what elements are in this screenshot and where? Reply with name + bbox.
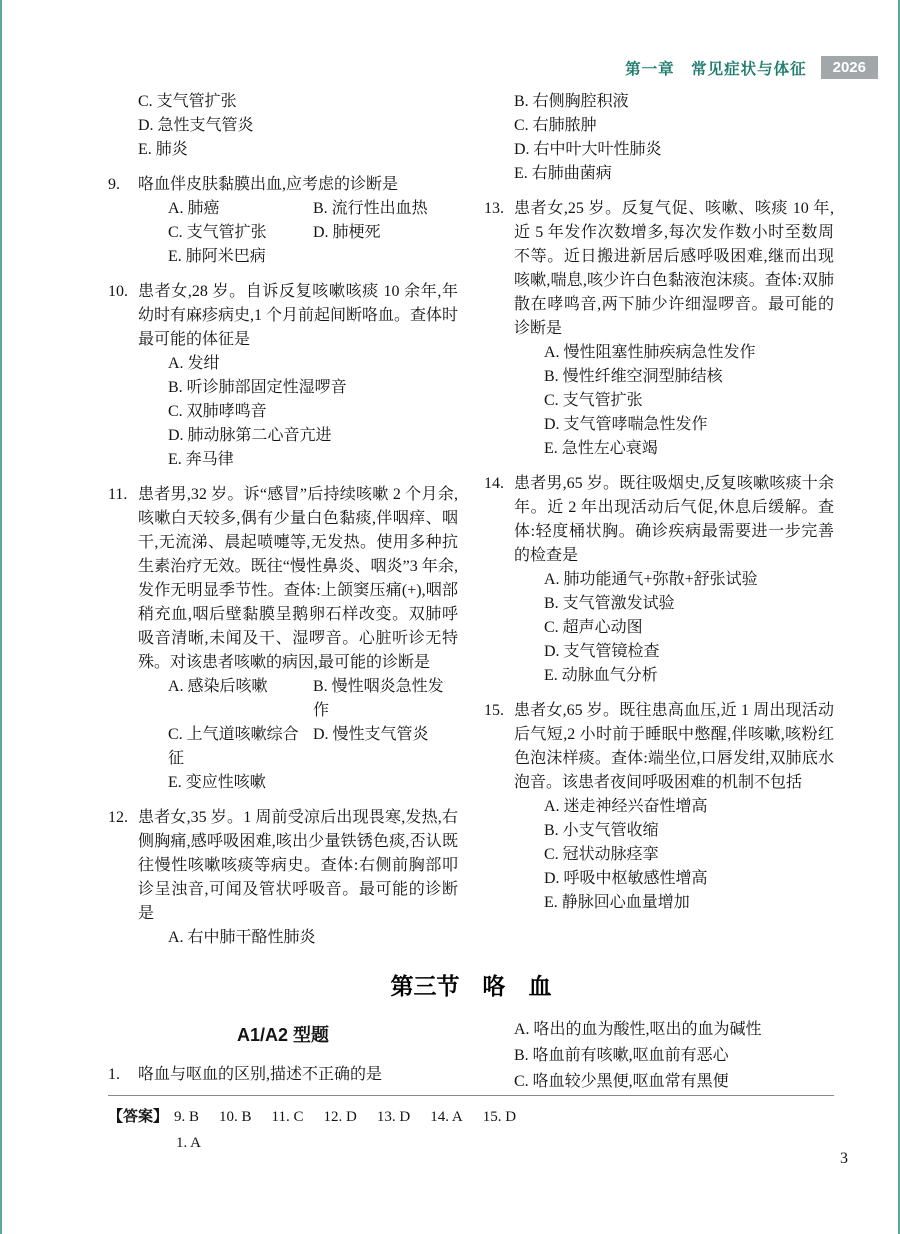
option-line [514,819,834,843]
answer-item: 13. D [376,1109,411,1125]
question-options [138,352,458,472]
option: E. 右肺曲菌病 [514,165,612,182]
question-stem: 患者女,35 岁。1 周前受凉后出现畏寒,发热,右侧胸痛,感呼吸困难,咳出少量铁锈色痰,否认既往慢性咳嗽咳痰等病史。查体:右侧前胸部叩诊呈浊音,可闻及管状呼吸音。最可能的诊断是 [138,809,458,922]
right-column [484,90,834,950]
option: E. 肺炎 [138,141,188,158]
option: B. 慢性纤维空洞型肺结核 [544,368,723,385]
option: C. 双肺哮鸣音 [168,403,267,420]
option-line [514,437,834,461]
option-line [138,221,458,245]
question [108,173,458,269]
option-line [138,675,458,723]
option: D. 急性支气管炎 [138,117,254,134]
option: A. 慢性阻塞性肺疾病急性发作 [544,344,756,361]
page-number: 3 [840,1150,848,1167]
chapter-title: 第一章 常见症状与体征 [625,60,807,78]
section-heading: 第三节 咯 血 [390,973,552,999]
option: B. 咯血前有咳嗽,呕血前有恶心 [514,1047,729,1064]
option: C. 支气管扩张 [138,93,237,110]
question-options [138,675,458,795]
option-line [514,664,834,688]
question-number: 1. [108,1066,120,1083]
question [108,483,458,795]
option: A. 迷走神经兴奋性增高 [544,798,708,815]
question-options [514,341,834,461]
page-edge-left [0,0,2,1234]
question-number: 15. [484,702,504,719]
answer-item: 11. C [271,1109,304,1125]
question [484,699,834,915]
question-options [514,568,834,688]
option: A. 咯出的血为酸性,呕出的血为碱性 [514,1021,762,1038]
option: B. 听诊肺部固定性湿啰音 [168,379,347,396]
question-options [138,197,458,269]
option-line [138,448,458,472]
option: D. 支气管哮喘急性发作 [544,416,708,433]
option: D. 肺动脉第二心音亢进 [168,427,332,444]
question-number: 9. [108,176,120,193]
question-stem: 患者男,65 岁。既往吸烟史,反复咳嗽咳痰十余年。近 2 年出现活动后气促,休息后缓解。查体:轻度桶状胸。确诊疾病最需要进一步完善的检查是 [514,475,834,564]
option: B. 支气管激发试验 [544,595,675,612]
question-stem: 咯血与呕血的区别,描述不正确的是 [138,1066,383,1083]
question-columns [108,90,834,950]
option: A. 肺癌 [168,200,220,217]
option: E. 急性左心衰竭 [544,440,658,457]
section-columns [108,1011,834,1095]
question [108,280,458,472]
option-line [138,424,458,448]
option-line [138,771,458,795]
option: A. 感染后咳嗽 [168,678,268,695]
option-line [514,891,834,915]
option: C. 咯血较少黑便,呕血常有黑便 [514,1073,729,1090]
question [484,197,834,461]
option: D. 慢性支气管炎 [313,726,429,743]
option-line [514,867,834,891]
question-number: 10. [108,283,128,300]
page-header [625,56,878,79]
option: A. 肺功能通气+弥散+舒张试验 [544,571,758,588]
answer-item: 12. D [323,1109,357,1125]
option: B. 右侧胸腔积液 [514,93,629,110]
option: C. 支气管扩张 [544,392,643,409]
question-options [138,926,458,950]
option: B. 慢性咽炎急性发作 [313,678,444,719]
option: D. 呼吸中枢敏感性增高 [544,870,708,887]
option: E. 肺阿米巴病 [168,248,266,265]
option-line [514,341,834,365]
option: E. 动脉血气分析 [544,667,658,684]
question-stem: 患者男,32 岁。诉“感冒”后持续咳嗽 2 个月余,咳嗽白天较多,偶有少量白色黏痰,伴咽痒、咽干,无流涕、晨起喷嚏等,无发热。使用多种抗生素治疗无效。既往“慢性鼻炎、咽炎”3 年余,发作无明显季节性。查体:上颌窦压痛(+),咽部稍充血,咽后壁黏膜呈鹅卵石样改变。双肺呼吸音清晰,未闻及干、湿啰音。心脏听诊无特殊。对该患者咳嗽的病因,最可能的诊断是 [138,486,458,671]
question-options [514,795,834,915]
option-line [514,592,834,616]
option: A. 右中肺干酪性肺炎 [168,929,316,946]
option-line [138,197,458,221]
answer-item: 14. A [430,1109,463,1125]
option: C. 冠状动脉痉挛 [544,846,659,863]
question-stem: 患者女,28 岁。自诉反复咳嗽咳痰 10 余年,年幼时有麻疹病史,1 个月前起间断咯血。查体时最可能的体征是 [138,283,459,348]
option-line [138,723,458,771]
option-line [138,400,458,424]
option-line [514,640,834,664]
option-line [514,568,834,592]
left-column [108,90,458,950]
section-left-column [108,1011,458,1095]
answer-item: 15. D [482,1109,517,1125]
option: D. 支气管镜检查 [544,643,660,660]
question-number: 14. [484,475,504,492]
option: E. 变应性咳嗽 [168,774,266,791]
option: D. 右中叶大叶性肺炎 [514,141,662,158]
option: C. 右肺脓肿 [514,117,597,134]
question-number: 11. [108,486,128,503]
continued-options [484,1017,834,1095]
question-number: 12. [108,809,128,826]
question [108,1063,458,1087]
question [108,806,458,950]
year-badge: 2026 [821,56,878,79]
option: C. 支气管扩张 [168,224,267,241]
question-number: 13. [484,200,504,217]
answer-item: 9. B [174,1109,200,1125]
option: B. 流行性出血热 [313,200,428,217]
question-stem: 咯血伴皮肤黏膜出血,应考虑的诊断是 [138,176,399,193]
answer-label: 【答案】 [108,1108,169,1125]
answer-row [108,1132,834,1154]
option: E. 静脉回心血量增加 [544,894,690,911]
answer-row [108,1106,834,1128]
answer-item: 1. A [176,1135,202,1151]
question [484,472,834,688]
subsection-heading: A1/A2 型题 [236,1025,330,1045]
option-line [514,843,834,867]
answer-block [108,1095,834,1154]
option-line [138,376,458,400]
option-line [138,245,458,269]
option-line [138,926,458,950]
question-stem: 患者女,65 岁。既往患高血压,近 1 周出现活动后气短,2 小时前于睡眠中憋醒,伴咳嗽,咳粉红色泡沫样痰。查体:端坐位,口唇发绀,双肺底水泡音。该患者夜间呼吸困难的机制不包括 [514,702,834,791]
option: A. 发绀 [168,355,220,372]
option-line [514,616,834,640]
option-line [514,795,834,819]
answer-item: 10. B [219,1109,252,1125]
option: E. 奔马律 [168,451,234,468]
option: D. 肺梗死 [313,224,381,241]
page-content [108,90,834,1095]
option-line [138,352,458,376]
option-line [514,413,834,437]
option-line [514,389,834,413]
option: C. 上气道咳嗽综合征 [168,726,299,767]
option: B. 小支气管收缩 [544,822,659,839]
question-stem: 患者女,25 岁。反复气促、咳嗽、咳痰 10 年,近 5 年发作次数增多,每次发作数小时至数周不等。近日搬进新居后感呼吸困难,继而出现咳嗽,喘息,咳少许白色黏液泡沫痰。查体:双肺散在哮鸣音,两下肺少许细湿啰音。最可能的诊断是 [514,200,834,337]
option-line [514,365,834,389]
option: C. 超声心动图 [544,619,643,636]
